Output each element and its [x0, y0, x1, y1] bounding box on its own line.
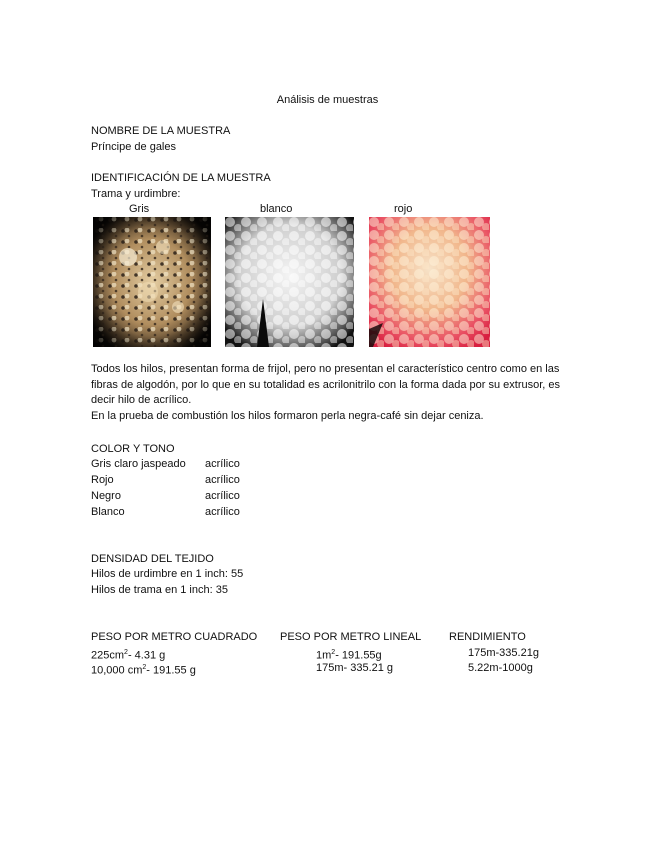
image-caption-white: blanco: [260, 203, 293, 215]
document-title: Análisis de muestras: [276, 94, 379, 106]
density-warp: Hilos de urdimbre en 1 inch: 55: [91, 568, 244, 580]
color-row: [91, 505, 291, 520]
combustion-paragraph: En la prueba de combustión los hilos formaron perla negra-café sin dejar ceniza.: [91, 410, 484, 422]
identification-heading: IDENTIFICACIÓN DE LA MUESTRA: [91, 172, 271, 184]
sample-name-value: Príncipe de gales: [91, 141, 176, 153]
color-label: Gris claro jaspeado: [91, 458, 186, 470]
image-caption-red: rojo: [394, 203, 413, 215]
micrograph-red: [369, 217, 490, 347]
yield-line1: 175m-335.21g: [468, 647, 539, 659]
color-row: [91, 473, 291, 488]
weight-linear-line2: 175m- 335.21 g: [316, 662, 394, 674]
weight-sqm-line2: 10,000 $cm^2-$ 191.55 g: [91, 664, 196, 677]
weight-linear-heading: PESO POR METRO LINEAL: [280, 631, 422, 643]
color-value: acrílico: [205, 474, 240, 486]
sample-name-heading: NOMBRE DE LA MUESTRA: [91, 125, 231, 137]
image-caption-gray: Gris: [129, 203, 150, 215]
color-value: acrílico: [205, 458, 240, 470]
density-weft: Hilos de trama en 1 inch: 35: [91, 584, 228, 596]
weight-sqm-heading: PESO POR METRO CUADRADO: [91, 631, 258, 643]
color-row: [91, 457, 291, 472]
color-heading: COLOR Y TONO: [91, 443, 175, 455]
color-value: acrílico: [205, 506, 240, 518]
yield-line2: 5.22m-1000g: [468, 662, 533, 674]
weight-linear-line1: $1m^2-$ 191.55g: [316, 649, 382, 662]
color-value: acrílico: [205, 490, 240, 502]
description-paragraph: Todos los hilos, presentan forma de frijol, pero no presentan el característico centro como en las fibras de algodón, por lo que en su totalidad es acrilonitrilo con la forma dada por su extrusor, es decir hilo de acrílico.: [91, 363, 560, 407]
color-label: Blanco: [91, 506, 125, 518]
color-row: [91, 489, 291, 504]
color-label: Negro: [91, 490, 121, 502]
yield-heading: RENDIMIENTO: [449, 631, 526, 643]
micrograph-white: [225, 217, 354, 347]
color-label: Rojo: [91, 474, 114, 486]
micrograph-gray: [93, 217, 211, 347]
identification-subheading: Trama y urdimbre:: [91, 188, 181, 200]
weight-sqm-line1: $225cm^2-$ 4.31 g: [91, 649, 166, 662]
density-heading: DENSIDAD DEL TEJIDO: [91, 553, 214, 565]
